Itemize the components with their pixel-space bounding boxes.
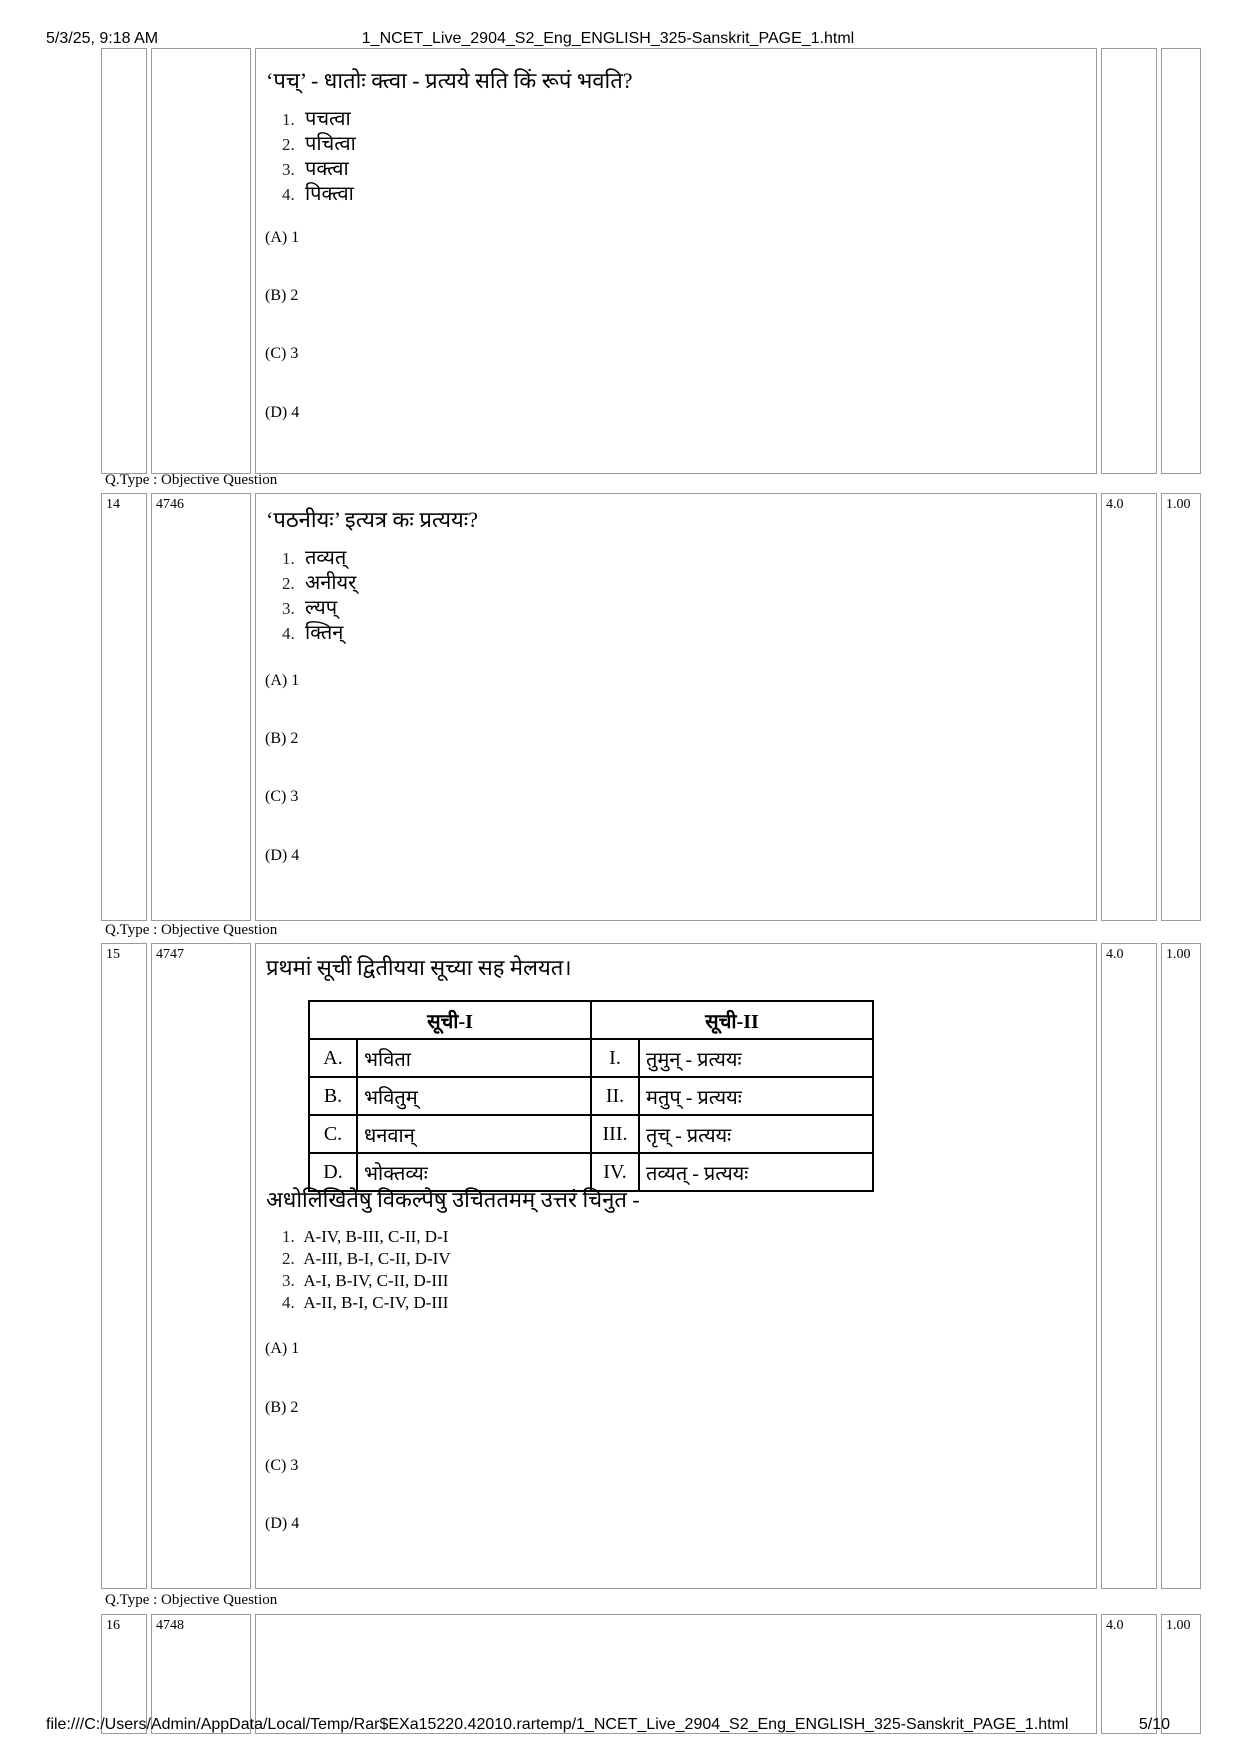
answer-choice-c: (C) 3	[265, 1457, 299, 1474]
match-row: D. भोक्तव्यः IV. तव्यत् - प्रत्ययः	[309, 1153, 873, 1191]
option-item: 1. A-IV, B-III, C-II, D-I	[282, 1227, 449, 1246]
question-cell	[255, 943, 1097, 1589]
option-item: 2. A-III, B-I, C-II, D-IV	[282, 1249, 451, 1268]
marks-value: 4.0	[1101, 1614, 1157, 1734]
question-id: 4746	[151, 493, 251, 921]
instruction-text: अधोलिखितेषु विकल्पेषु उचिततमम् उत्तरं चिनुत -	[266, 1187, 640, 1212]
question-text: ‘पच्’ - धातोः क्त्वा - प्रत्यये सति किं रूपं भवति?	[266, 68, 633, 93]
question-row-15	[101, 943, 1191, 1589]
question-id: 4747	[151, 943, 251, 1589]
match-row: C. धनवान् III. तृच् - प्रत्ययः	[309, 1115, 873, 1153]
question-text: प्रथमां सूचीं द्वितीयया सूच्या सह मेलयत।	[266, 955, 572, 980]
list-2-header: सूची-II	[591, 1001, 873, 1039]
print-datetime: 5/3/25, 9:18 AM	[46, 30, 159, 47]
marks-cell	[1101, 48, 1157, 474]
option-item: 4. A-II, B-I, C-IV, D-III	[282, 1293, 449, 1312]
option-item: 1. तव्यत्	[282, 547, 347, 569]
negative-cell	[1161, 48, 1201, 474]
print-file-path: file:///C:/Users/Admin/AppData/Local/Temp/Rar$EXa15220.42010.rartemp/1_NCET_Live_2904_S2_Eng_ENGLISH_325-Sanskrit_PAGE_1.html	[46, 1716, 1069, 1733]
answer-choice-d: (D) 4	[265, 847, 300, 864]
question-cell	[255, 48, 1097, 474]
answer-choice-b: (B) 2	[265, 730, 299, 747]
option-item: 2. पचित्वा	[282, 133, 356, 155]
question-id: 4748	[151, 1614, 251, 1734]
answer-choice-c: (C) 3	[265, 345, 299, 362]
print-title: 1_NCET_Live_2904_S2_Eng_ENGLISH_325-Sanskrit_PAGE_1.html	[361, 30, 855, 47]
qtype-label: Q.Type : Objective Question	[105, 1592, 278, 1608]
answer-choice-d: (D) 4	[265, 1515, 300, 1532]
qid-cell	[151, 48, 251, 474]
marks-value: 4.0	[1101, 943, 1157, 1589]
option-item: 2. अनीयर्	[282, 572, 357, 594]
option-list	[282, 107, 356, 207]
question-table	[101, 58, 1191, 1698]
answer-choice-a: (A) 1	[265, 1340, 300, 1357]
option-item: 1. पचत्वा	[282, 108, 351, 130]
negative-marks-value: 1.00	[1161, 1614, 1201, 1734]
negative-marks-value: 1.00	[1161, 943, 1201, 1589]
qtype-label: Q.Type : Objective Question	[105, 922, 278, 938]
serial-number: 16	[101, 1614, 147, 1734]
answer-choice-a: (A) 1	[265, 229, 300, 246]
sno-cell	[101, 48, 147, 474]
answer-choice-d: (D) 4	[265, 404, 300, 421]
match-table	[308, 1000, 874, 1192]
option-item: 4. पिक्त्वा	[282, 183, 354, 205]
serial-number: 15	[101, 943, 147, 1589]
match-row: A. भविता I. तुमुन् - प्रत्ययः	[309, 1039, 873, 1077]
question-cell	[255, 493, 1097, 921]
option-list	[282, 1226, 451, 1314]
option-item: 3. पक्त्वा	[282, 158, 349, 180]
option-item: 4. क्तिन्	[282, 622, 344, 644]
answer-choice-b: (B) 2	[265, 1399, 299, 1416]
question-row-13	[101, 48, 1184, 474]
option-list	[282, 546, 356, 646]
answer-choice-a: (A) 1	[265, 672, 300, 689]
list-1-header: सूची-I	[309, 1001, 591, 1039]
match-row: B. भवितुम् II. मतुप् - प्रत्ययः	[309, 1077, 873, 1115]
print-footer	[46, 1716, 1170, 1740]
marks-value: 4.0	[1101, 493, 1157, 921]
option-item: 3. ल्यप्	[282, 597, 338, 619]
serial-number: 14	[101, 493, 147, 921]
negative-marks-value: 1.00	[1161, 493, 1201, 921]
answer-choice-c: (C) 3	[265, 788, 299, 805]
qtype-label: Q.Type : Objective Question	[105, 472, 278, 488]
question-row-14	[101, 493, 1191, 921]
option-item: 3. A-I, B-IV, C-II, D-III	[282, 1271, 449, 1290]
question-text: ‘पठनीयः’ इत्यत्र कः प्रत्ययः?	[266, 507, 478, 532]
answer-choice-b: (B) 2	[265, 287, 299, 304]
print-page-number: 5/10	[1138, 1716, 1170, 1733]
